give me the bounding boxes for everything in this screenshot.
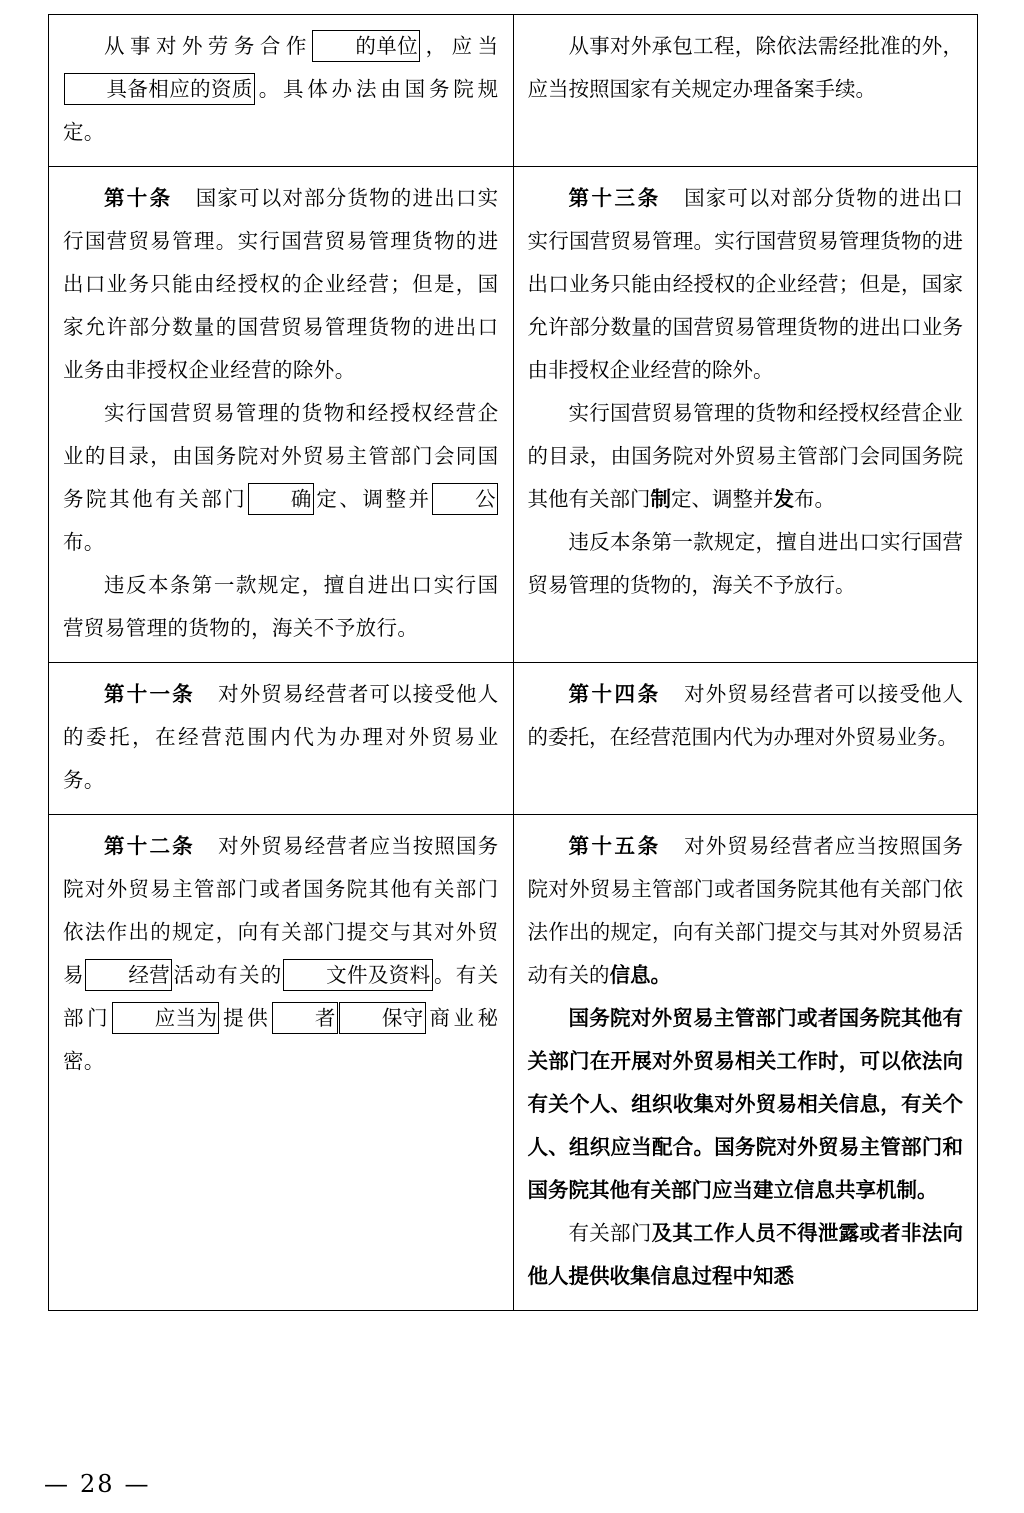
article-label: 第十条 <box>104 186 173 210</box>
article-label: 第十三条 <box>568 186 661 210</box>
table-cell-left <box>49 815 514 1311</box>
table-cell-left <box>49 167 514 663</box>
boxed-text: 保守 <box>339 1002 426 1034</box>
emphasised-text: 信息。 <box>609 963 671 987</box>
text-run: 对外贸易经营者应当按照国务院对外贸易主管部门或者国务院其他有关部门依法作出的规定，向有关部门提交与其对外贸易 <box>63 834 499 987</box>
table-row <box>49 167 978 663</box>
text-run: 布。 <box>794 487 835 511</box>
text-run: 定、调整并 <box>671 487 774 511</box>
table-body <box>49 15 978 1311</box>
text-run: 国家可以对部分货物的进出口实行国营贸易管理。实行国营贸易管理货物的进出口业务只能由经授权的企业经营；但是，国家允许部分数量的国营贸易管理货物的进出口业务由非授权企业经营的除外。 <box>63 186 499 382</box>
text-run: 活动有关的 <box>172 963 283 987</box>
text-run: 实行国营贸易管理的货物和经授权经营企业的目录，由国务院对外贸易主管部门会同国务院其他有关部门 <box>527 401 963 511</box>
paragraph <box>528 177 964 392</box>
paragraph <box>63 673 499 802</box>
page-number <box>0 1470 1024 1498</box>
text-run: 提供 <box>219 1006 272 1030</box>
page-number-left-dash: — <box>44 1470 70 1498</box>
text-run: 对外贸易经营者可以接受他人的委托，在经营范围内代为办理对外贸易业务。 <box>63 682 499 792</box>
paragraph <box>63 392 499 564</box>
page-number-right-dash: — <box>124 1470 151 1498</box>
paragraph <box>528 1212 964 1298</box>
table-cell-left <box>49 15 514 167</box>
comparison-table <box>48 14 978 1311</box>
text-run: 从事对外劳务合作 <box>104 34 312 58</box>
table-row <box>49 663 978 815</box>
paragraph <box>528 673 964 759</box>
paragraph <box>63 564 499 650</box>
table-cell-left <box>49 663 514 815</box>
text-run: 违反本条第一款规定，擅自进出口实行国营贸易管理的货物的，海关不予放行。 <box>63 573 499 640</box>
table-cell-right <box>513 663 978 815</box>
boxed-text: 的单位 <box>312 30 420 62</box>
boxed-text: 应当为 <box>112 1002 220 1034</box>
table-cell-right <box>513 15 978 167</box>
table-cell-right <box>513 815 978 1311</box>
paragraph <box>63 825 499 1083</box>
paragraph <box>528 825 964 997</box>
paragraph <box>528 997 964 1212</box>
text-run: 从事对外承包工程，除依法需经批准的外，应当按照国家有关规定办理备案手续。 <box>527 34 963 101</box>
article-label: 第十四条 <box>568 682 661 706</box>
boxed-text: 文件及资料 <box>283 959 433 991</box>
article-label: 第十一条 <box>104 682 195 706</box>
article-label: 第十二条 <box>104 834 195 858</box>
text-run: 商业秘密。 <box>63 1006 499 1073</box>
emphasised-text: 及其工作人员不得泄露或者非法向他人提供收集信息过程中知悉 <box>527 1221 964 1288</box>
page-number-value: 28 <box>80 1470 115 1498</box>
paragraph <box>528 392 964 521</box>
text-run: 。有关部门 <box>63 963 499 1030</box>
table-cell-right <box>513 167 978 663</box>
emphasised-text: 制 <box>650 487 671 511</box>
boxed-text: 者 <box>272 1002 338 1034</box>
text-run: 布。 <box>63 530 105 554</box>
text-run: 。具体办法由国务院规定。 <box>63 77 499 144</box>
table-row <box>49 15 978 167</box>
paragraph <box>528 521 964 607</box>
text-run: 有关部门 <box>568 1221 652 1245</box>
boxed-text: 公 <box>432 483 498 515</box>
paragraph <box>63 177 499 392</box>
boxed-text: 确 <box>248 483 314 515</box>
table-row <box>49 815 978 1311</box>
text-run: 对外贸易经营者应当按照国务院对外贸易主管部门或者国务院其他有关部门依法作出的规定，向有关部门提交与其对外贸易活动有关的 <box>527 834 964 987</box>
paragraph <box>63 25 499 154</box>
text-run: ，应当 <box>420 34 499 58</box>
text-run: 对外贸易经营者可以接受他人的委托，在经营范围内代为办理对外贸易业务。 <box>527 682 964 749</box>
article-label: 第十五条 <box>568 834 661 858</box>
paragraph <box>528 25 964 111</box>
emphasised-text: 国务院对外贸易主管部门或者国务院其他有关部门在开展对外贸易相关工作时，可以依法向有关个人、组织收集对外贸易相关信息，有关个人、组织应当配合。国务院对外贸易主管部门和国务院其他有关部门应当建立信息共享机制。 <box>527 1006 963 1202</box>
boxed-text: 具备相应的资质 <box>64 73 255 105</box>
text-run: 违反本条第一款规定，擅自进出口实行国营贸易管理的货物的，海关不予放行。 <box>527 530 963 597</box>
boxed-text: 经营 <box>85 959 172 991</box>
text-run: 定、调整并 <box>314 487 432 511</box>
text-run: 实行国营贸易管理的货物和经授权经营企业的目录，由国务院对外贸易主管部门会同国务院其他有关部门 <box>63 401 499 511</box>
text-run: 国家可以对部分货物的进出口实行国营贸易管理。实行国营贸易管理货物的进出口业务只能由经授权的企业经营；但是，国家允许部分数量的国营贸易管理货物的进出口业务由非授权企业经营的除外。 <box>527 186 964 382</box>
emphasised-text: 发 <box>773 487 794 511</box>
